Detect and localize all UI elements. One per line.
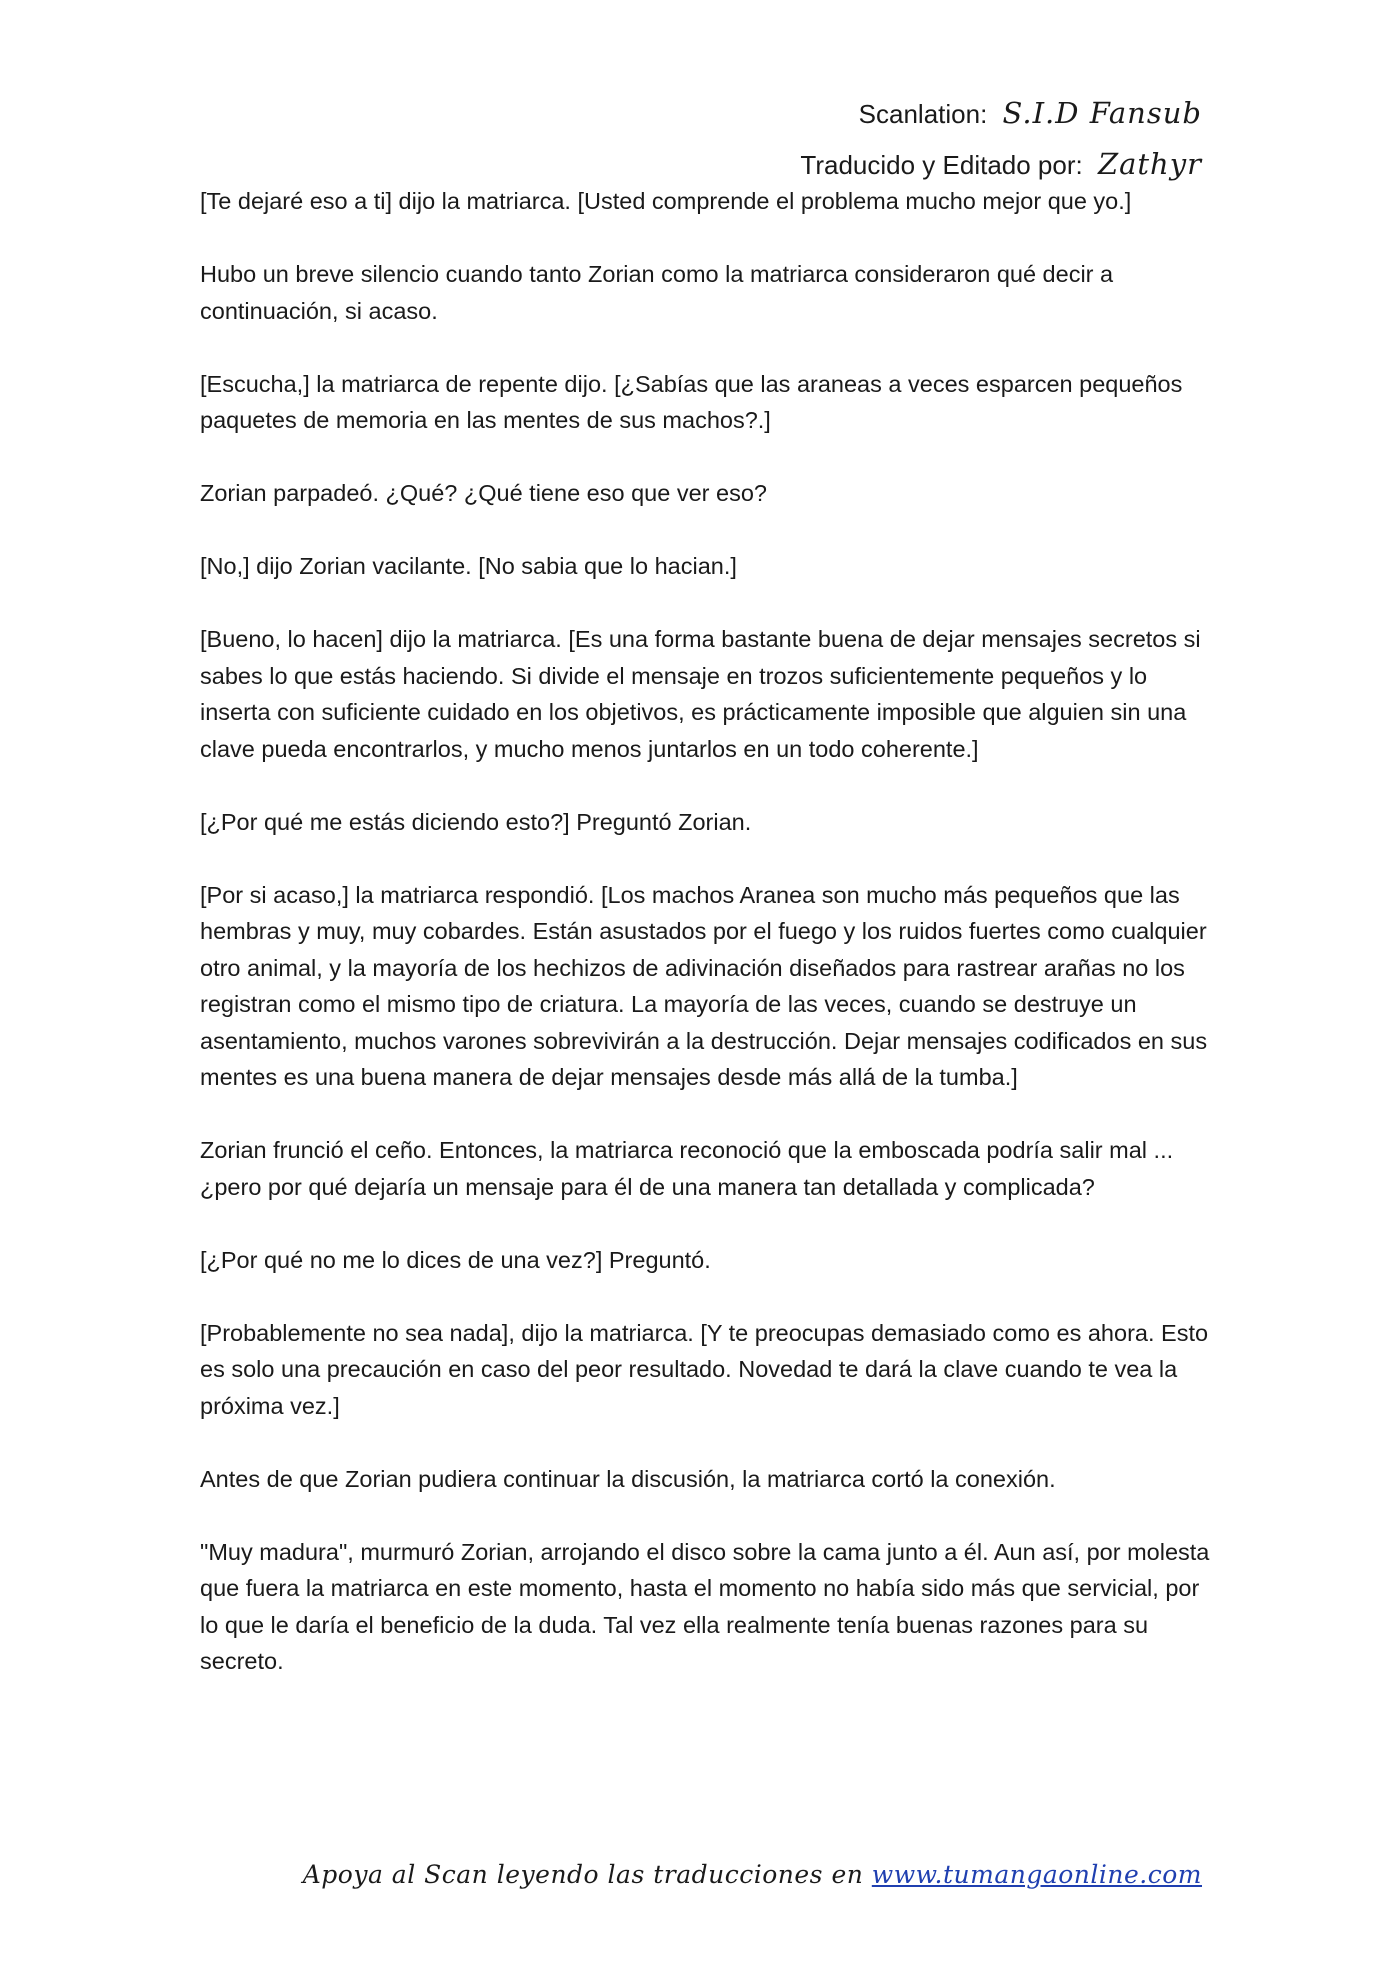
support-footer: [303, 1860, 1202, 1889]
translator-name: Zathyr: [1097, 147, 1202, 181]
credits-header: [800, 88, 1202, 190]
scanlation-label: Scanlation:: [858, 99, 988, 129]
paragraph: [¿Por qué me estás diciendo esto?] Preguntó Zorian.: [200, 808, 752, 835]
paragraph: [Escucha,] la matriarca de repente dijo. [¿Sabías que las araneas a veces esparcen pequeños paquetes de memoria en las mentes de sus machos?.]: [200, 370, 1183, 433]
paragraph: "Muy madura", murmuró Zorian, arrojando el disco sobre la cama junto a él. Aun así, por molesta que fuera la matriarca en este momento, hasta el momento no había sido más que servicial, por lo que le daría el beneficio de la duda. Tal vez ella realmente tenía buenas razones para su secreto.: [200, 1538, 1210, 1674]
paragraph: [Te dejaré eso a ti] dijo la matriarca. [Usted comprende el problema mucho mejor que yo.]: [200, 188, 1132, 214]
tumangaonline-link[interactable]: www.tumangaonline.com: [871, 1860, 1202, 1889]
paragraph: Antes de que Zorian pudiera continuar la discusión, la matriarca cortó la conexión.: [200, 1465, 1056, 1492]
paragraph: [Probablemente no sea nada], dijo la matriarca. [Y te preocupas demasiado como es ahora. Esto es solo una precaución en caso del peor resultado. Novedad te dará la clave cuando te vea la próxima vez.]: [200, 1319, 1209, 1419]
paragraph: [¿Por qué no me lo dices de una vez?] Preguntó.: [200, 1246, 711, 1273]
paragraph: [Por si acaso,] la matriarca respondió. [Los machos Aranea son mucho más pequeños que las hembras y muy, muy cobardes. Están asustados por el fuego y los ruidos fuertes como cualquier otro animal, y la mayoría de los hechizos de adivinación diseñados para rastrear arañas no los registran como el mismo tipo de criatura. La mayoría de las veces, cuando se destruye un asentamiento, muchos varones sobrevivirán a la destrucción. Dejar mensajes codificados en sus mentes es una buena manera de dejar mensajes desde más allá de la tumba.]: [200, 881, 1208, 1090]
chapter-body: [200, 183, 1210, 1716]
footer-text: Apoya al Scan leyendo las traducciones en: [302, 1860, 864, 1889]
scanlation-group-name: S.I.D Fansub: [1002, 96, 1202, 130]
scanlation-credit: [800, 88, 1202, 139]
paragraph: [No,] dijo Zorian vacilante. [No sabia que lo hacian.]: [200, 553, 737, 579]
translator-label: Traducido y Editado por:: [800, 150, 1083, 180]
paragraph: Zorian frunció el ceño. Entonces, la matriarca reconoció que la emboscada podría salir mal ... ¿pero por qué dejaría un mensaje para él de una manera tan detallada y complicada?: [200, 1137, 1174, 1200]
paragraph: Zorian parpadeó. ¿Qué? ¿Qué tiene eso que ver eso?: [200, 480, 767, 506]
paragraph: Hubo un breve silencio cuando tanto Zorian como la matriarca consideraron qué decir a continuación, si acaso.: [200, 261, 1114, 324]
paragraph: [Bueno, lo hacen] dijo la matriarca. [Es una forma bastante buena de dejar mensajes secretos si sabes lo que estás haciendo. Si divide el mensaje en trozos suficientemente pequeños y lo inserta con suficiente cuidado en los objetivos, es prácticamente imposible que alguien sin una clave pueda encontrarlos, y mucho menos juntarlos en un todo coherente.]: [200, 626, 1201, 762]
